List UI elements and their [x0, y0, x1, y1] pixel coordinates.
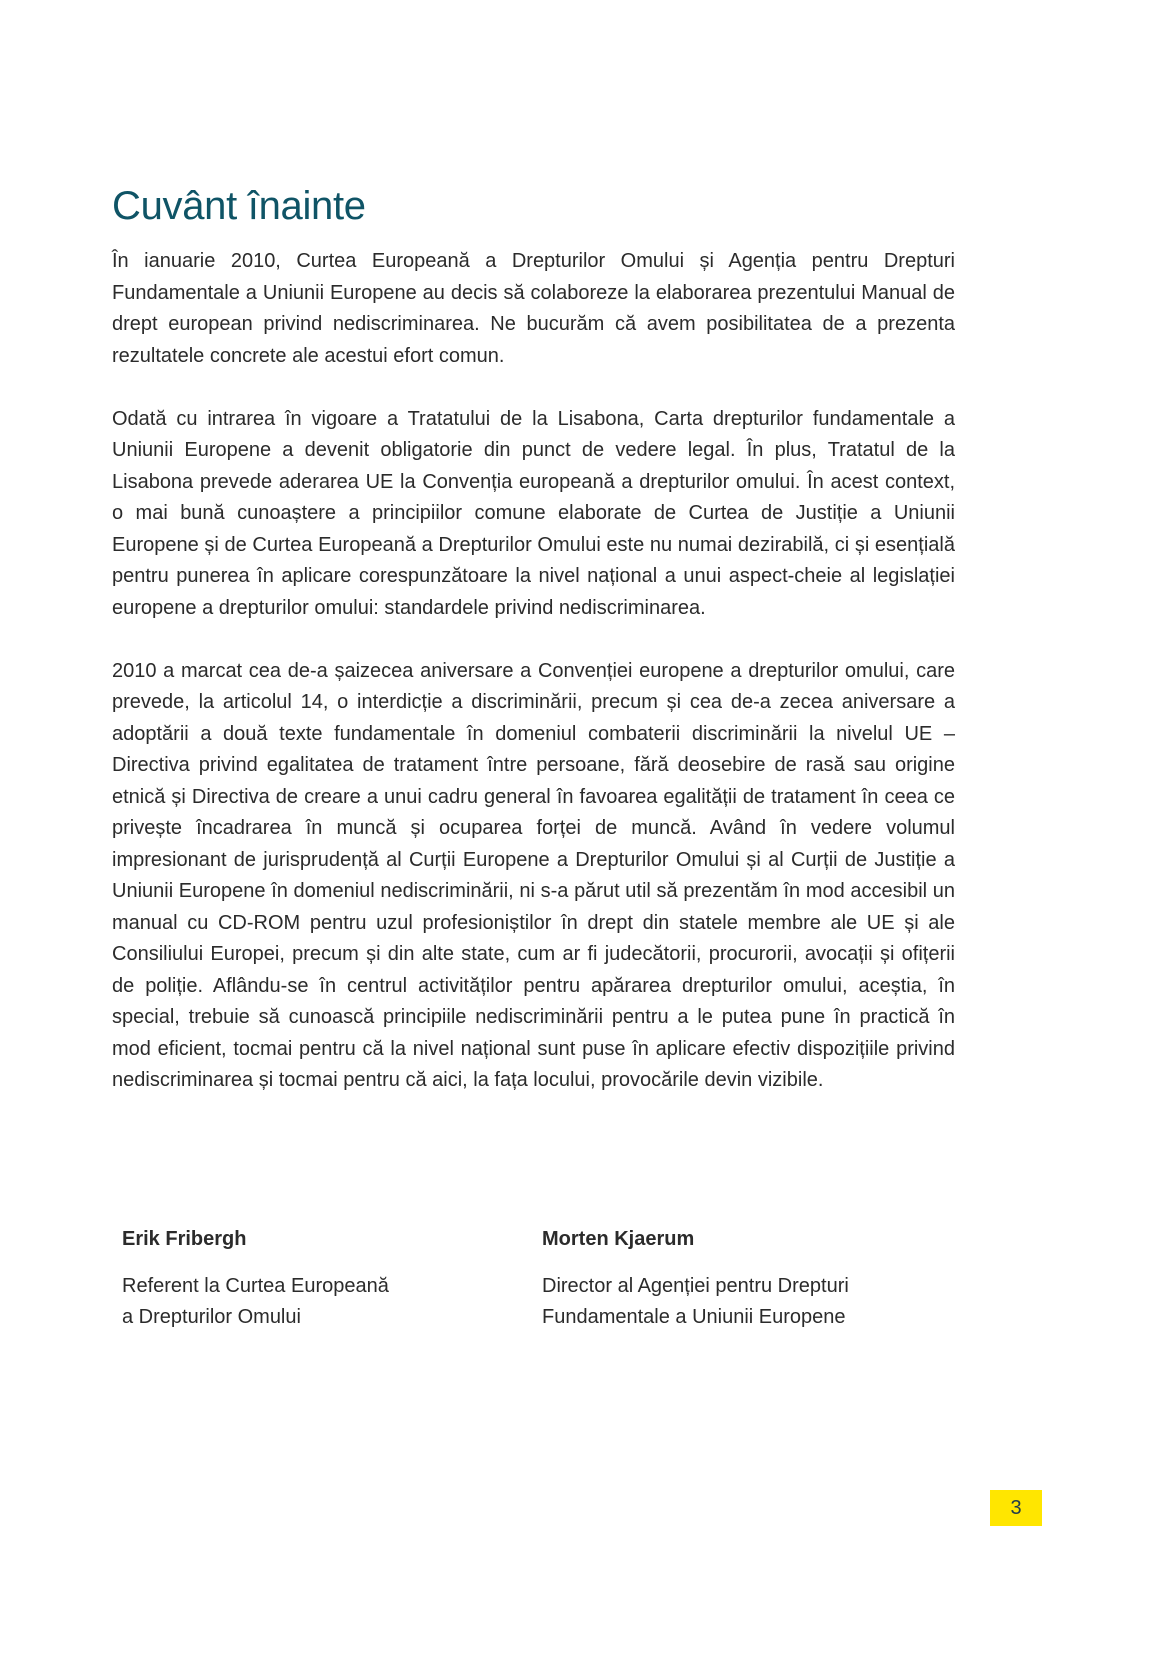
signatory-title-line: Director al Agenției pentru Drepturi: [542, 1274, 849, 1297]
signatory-title-line: Referent la Curtea Europeană: [122, 1274, 389, 1297]
page-title: Cuvânt înainte: [112, 184, 366, 228]
signatory-title-line: Fundamentale a Uniunii Europene: [542, 1306, 846, 1328]
signature-block-left: [122, 1224, 522, 1334]
signatory-title-line: a Drepturilor Omului: [122, 1306, 301, 1328]
paragraph-3: 2010 a marcat cea de-a șaizecea aniversare a Convenției europene a drepturilor omului, care prevede, la articolul 14, o interdicție a discriminării, precum și cea de-a zecea aniversare a adoptării a două texte fundamentale în domeniul combaterii discriminării la nivelul UE – Directiva privind egalitatea de tratament între persoane, fără deosebire de rasă sau origine etnică și Directiva de creare a unui cadru general în favoarea egalității de tratament în ceea ce privește încadrarea în muncă și ocuparea forței de muncă. Având în vedere volumul impresionant de jurisprudență al Curții Europene a Drepturilor Omului și al Curții de Justiție a Uniunii Europene în domeniul nediscriminării, ni s-a părut util să prezentăm în mod accesibil un manual cu CD-ROM pentru uzul profesioniștilor în drept din statele membre ale UE și ale Consiliului Europei, precum și din alte state, cum ar fi judecătorii, procurorii, avocații și ofițerii de poliție. Aflându-se în centrul activităților pentru apărarea drepturilor omului, aceștia, în special, trebuie să cunoască principiile nediscriminării pentru a le putea pune în practică în mod eficient, tocmai pentru că la nivel național sunt puse în aplicare efectiv dispozițiile privind nediscriminarea și tocmai pentru că aici, la fața locului, provocările devin vizibile.: [112, 659, 955, 1091]
signatory-name: Erik Fribergh: [122, 1228, 247, 1250]
signatory-name: Morten Kjaerum: [542, 1228, 695, 1250]
page-number: 3: [990, 1490, 1042, 1526]
paragraph-2: Odată cu intrarea în vigoare a Tratatului de la Lisabona, Carta drepturilor fundamentale a Uniunii Europene a devenit obligatorie din punct de vedere legal. În plus, Tratatul de la Lisabona prevede aderarea UE la Convenția europeană a drepturilor omului. În acest context, o mai bună cunoaștere a principiilor comune elaborate de Curtea de Justiție a Uniunii Europene și de Curtea Europeană a Drepturilor Omului este nu numai dezirabilă, ci și esențială pentru punerea în aplicare corespunzătoare la nivel național a unui aspect-cheie al legislației europene a drepturilor omului: standardele privind nediscriminarea.: [112, 407, 955, 619]
paragraph-1: În ianuarie 2010, Curtea Europeană a Drepturilor Omului și Agenția pentru Drepturi Fundamentale a Uniunii Europene au decis să colaboreze la elaborarea prezentului Manual de drept european privind nediscriminarea. Ne bucurăm că avem posibilitatea de a prezenta rezultatele concrete ale acestui efort comun.: [112, 250, 955, 367]
signature-block-right: [542, 1224, 942, 1334]
body-text: [112, 246, 955, 1128]
